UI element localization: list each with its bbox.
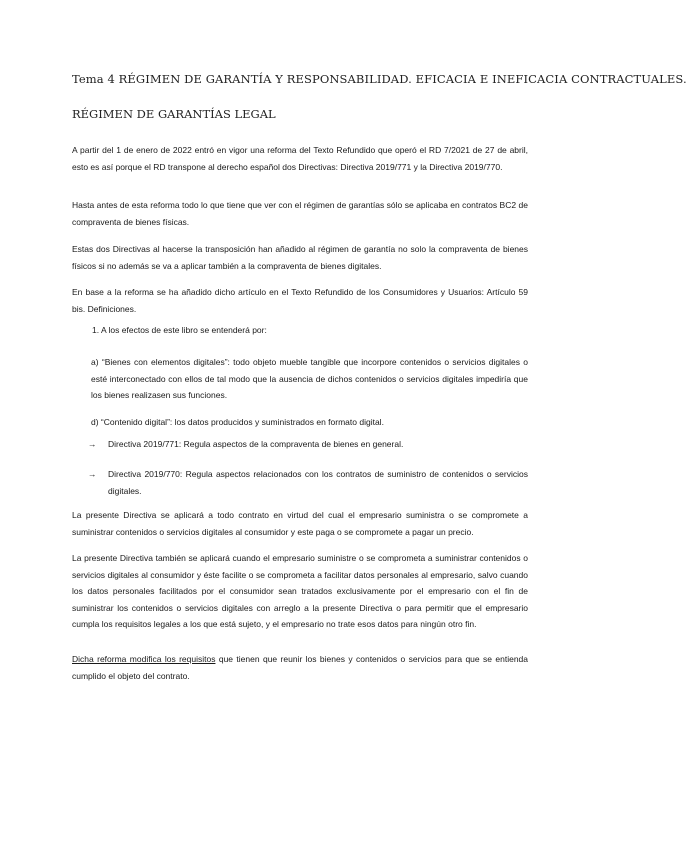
paragraph-directive-personal-data: La presente Directiva también se aplicará cuando el empresario suministre o se comprometa a suministrar contenidos o servicios digitales al consumidor y éste facilite o se comprometa a facilitar datos personales al empresario, salvo cuando los datos personales facilitados por el consumidor sean tratados exclusivamente por el empresario con el fin de suministrar los contenidos o servicios digitales con arreglo a la presente Directiva o para permitir que el empresario cumpla los requisitos legales a los que está sujeto, y el empresario no trate esos datos para ningún otro fin. [72,553,528,629]
document-title: Tema 4 RÉGIMEN DE GARANTÍA Y RESPONSABILIDAD. EFICACIA E INEFICACIA CONTRACTUALES. [72,72,687,86]
definition-item-a: a) “Bienes con elementos digitales”: todo objeto mueble tangible que incorpore contenidos o servicios digitales o esté interconectado con ellos de tal modo que la ausencia de dichos contenidos o servicios digitales impediría que los bienes realizasen sus funciones. [91,357,528,400]
paragraph-directives: Estas dos Directivas al hacerse la transposición han añadido al régimen de garantía no solo la compraventa de bienes físicos si no además se va a aplicar también a la compraventa de bienes digitales. [72,244,528,271]
arrow-icon: → [88,439,97,449]
arrow-icon: → [88,469,97,479]
section-heading: RÉGIMEN DE GARANTÍAS LEGAL [72,107,276,121]
bullet-directive-770 [88,466,528,499]
list-intro: 1. A los efectos de este libro se entenderá por: [92,325,267,335]
bullet-text: Directiva 2019/770: Regula aspectos relacionados con los contratos de suministro de contenidos o servicios digitales. [108,469,528,496]
paragraph-requirements-rest: que tienen que reunir los bienes y contenidos o servicios para que se entienda cumplido el objeto del contrato. [72,654,529,681]
definition-item-d: d) “Contenido digital”: los datos producidos y suministrados en formato digital. [91,417,384,427]
paragraph-reform-intro: A partir del 1 de enero de 2022 entró en vigor una reforma del Texto Refundido que operó el RD 7/2021 de 27 de abril, esto es así porque el RD transpone al derecho español dos Directivas: Directiva 2019/771 y la Directiva 2019/770. [72,145,528,172]
bullet-text: Directiva 2019/771: Regula aspectos de la compraventa de bienes en general. [108,439,404,449]
bullet-directive-771 [88,436,528,453]
underlined-phrase: Dicha reforma modifica los requisitos [72,654,216,664]
paragraph-article-59: En base a la reforma se ha añadido dicho artículo en el Texto Refundido de los Consumidores y Usuarios: Artículo 59 bis. Definiciones. [72,287,528,314]
paragraph-before-reform: Hasta antes de esta reforma todo lo que tiene que ver con el régimen de garantías sólo se aplicaba en contratos BC2 de compraventa de bienes físicas. [72,200,528,227]
paragraph-directive-scope: La presente Directiva se aplicará a todo contrato en virtud del cual el empresario suministra o se compromete a suministrar contenidos o servicios digitales al consumidor y este paga o se compromete a pagar un precio. [72,510,528,537]
paragraph-requirements [72,651,528,684]
